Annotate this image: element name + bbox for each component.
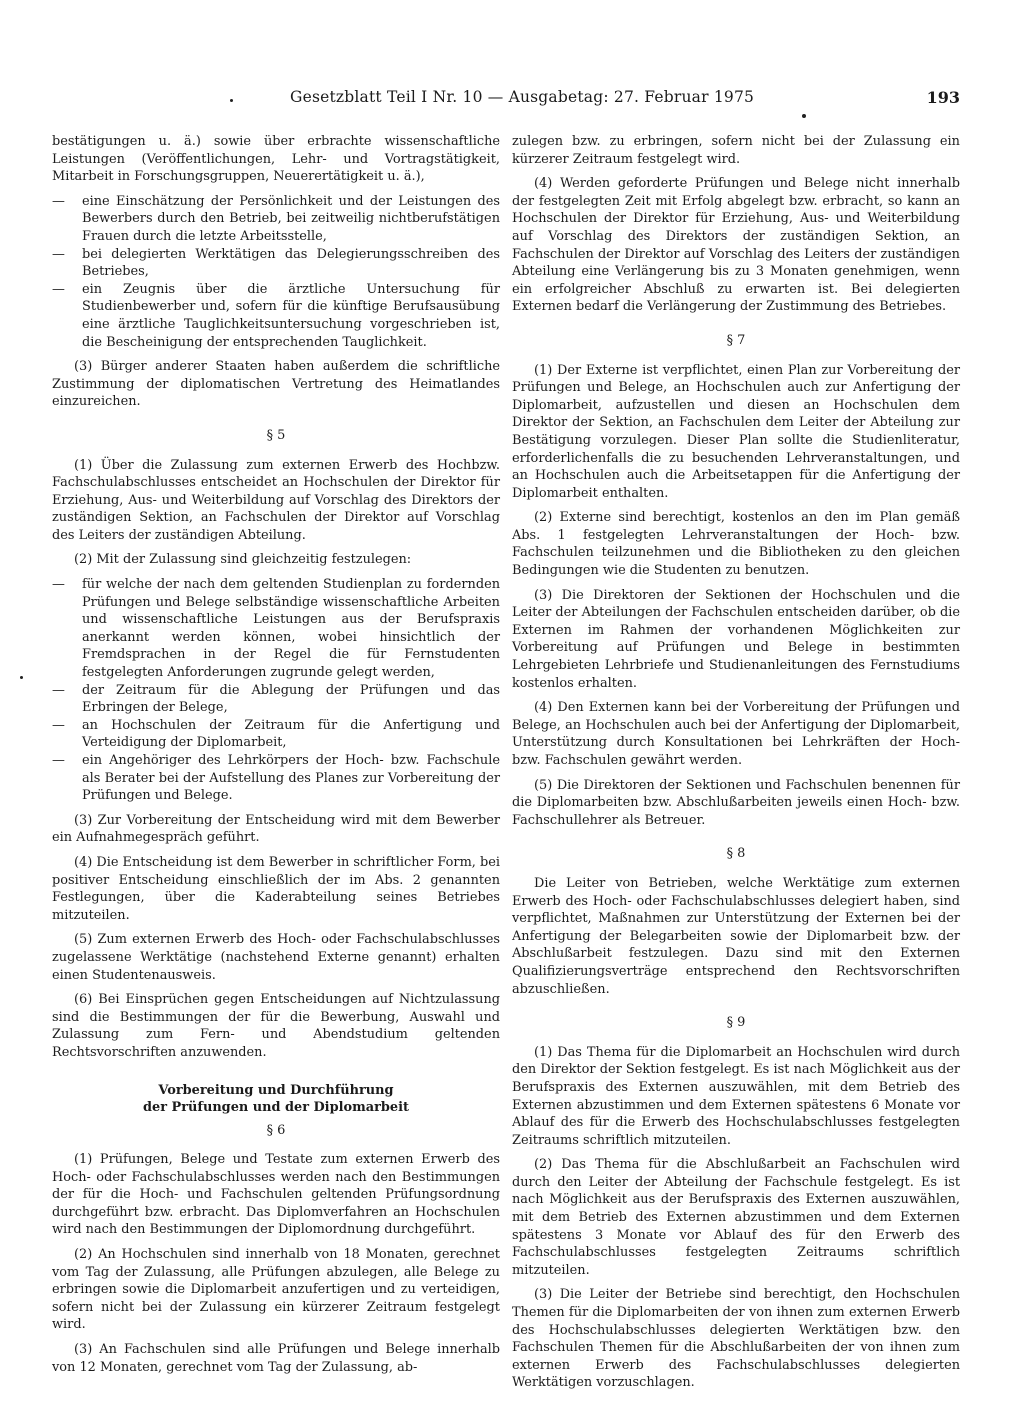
- scan-speck: [230, 99, 233, 102]
- paragraph: (2) Externe sind berechtigt, kostenlos an den im Plan gemäß Abs. 1 festgelegten Lehrveranstaltungen der Hoch- bzw. Fachschulen teilzunehmen und die Bibliotheken zu den gleichen Bedingungen wie die Studenten zu benutzen.: [512, 510, 960, 579]
- section-heading-9: § 9: [726, 1015, 746, 1031]
- paragraph: (6) Bei Einsprüchen gegen Entscheidungen auf Nichtzulassung sind die Bestimmungen der für die Bewerbung, Auswahl und Zulassung zum Fern- und Abendstudium geltenden Rechtsvorschriften anzuwenden.: [52, 992, 500, 1060]
- paragraph: (5) Die Direktoren der Sektionen und Fachschulen benennen für die Diplomarbeiten bzw. Abschlußarbeiten jeweils einen Hoch- bzw. Fachschullehrer als Betreuer.: [512, 777, 960, 828]
- list-item: — ein Angehöriger des Lehrkörpers der Hoch- bzw. Fachschule als Berater bei der Aufstellung des Planes zur Vorbereitung der Prüfungen und Belege.: [52, 752, 500, 805]
- paragraph: zulegen bzw. zu erbringen, sofern nicht bei der Zulassung ein kürzerer Zeitraum festgelegt wird.: [512, 134, 960, 167]
- paragraph: (3) Die Direktoren der Sektionen der Hochschulen und die Leiter der Abteilungen der Fachschulen entscheiden darüber, ob die Externen im Rahmen der vorhandenen Möglichkeiten zur Vorbereitung auf Prüfungen und Belege in bestimmten Lehrgebieten Lehrbriefe und Studienanleitungen des Fernstudiums kostenlos erhalten.: [512, 587, 960, 691]
- left-column: [52, 133, 500, 1383]
- page-header: [52, 88, 960, 112]
- paragraph: (2) An Hochschulen sind innerhalb von 18 Monaten, gerechnet vom Tag der Zulassung, alle Prüfungen abzulegen, alle Belege zu erbringen sowie die Diplomarbeit anzufertigen und zu verteidigen, sofern nicht bei der Zulassung ein kürzerer Zeitraum festgelegt wird.: [52, 1247, 500, 1333]
- paragraph: (1) Über die Zulassung zum externen Erwerb des Hochbzw. Fachschulabschlusses entscheidet an Hochschulen der Direktor für Erziehung, Aus- und Weiterbildung auf Vorschlag des Direktors der zuständigen Sektion, an Fachschulen der Direktor auf Vorschlag des Leiters der zuständigen Abteilung.: [52, 457, 500, 543]
- scan-speck: [802, 114, 806, 118]
- section-heading-8: § 8: [726, 846, 746, 862]
- paragraph: (5) Zum externen Erwerb des Hoch- oder Fachschulabschlusses zugelassene Werktätige (nachstehend Externe genannt) erhalten einen Studentenausweis.: [52, 932, 500, 983]
- paragraph: (3) Zur Vorbereitung der Entscheidung wird mit dem Bewerber ein Aufnahmegespräch geführt.: [52, 812, 500, 846]
- section-heading-6: § 6: [266, 1122, 286, 1138]
- paragraph: (4) Den Externen kann bei der Vorbereitung der Prüfungen und Belege, an Hochschulen auch bei der Anfertigung der Diplomarbeit, Unterstützung durch Konsultationen bei Lehrkräften der Hoch- bzw. Fachschulen gewährt werden.: [512, 700, 960, 768]
- right-column: [512, 133, 960, 1399]
- paragraph: (4) Werden geforderte Prüfungen und Belege nicht innerhalb der festgelegten Zeit mit Erfolg abgelegt bzw. erbracht, so kann an Hochschulen der Direktor für Erziehung, Aus- und Weiterbildung auf Vorschlag des Direktors der zuständigen Sektion, an Fachschulen der Direktor auf Vorschlag des Leiters der zuständigen Abteilung eine Verlängerung bis zu 3 Monaten genehmigen, wenn ein erfolgreicher Abschluß zu erwarten ist. Bei delegierten Externen bedarf die Verlängerung der Zustimmung des Betriebes.: [512, 176, 960, 315]
- scan-speck: [20, 676, 23, 679]
- paragraph: (3) Die Leiter der Betriebe sind berechtigt, den Hochschulen Themen für die Diplomarbeiten der von ihnen zum externen Erwerb des Hochschulabschlusses delegierten Werktätigen bzw. den Fachschulen Themen für die Abschlußarbeiten der von ihnen zum externen Erwerb des Fachschulabschlusses delegierten Werktätigen vorzuschlagen.: [512, 1287, 960, 1391]
- paragraph: (4) Die Entscheidung ist dem Bewerber in schriftlicher Form, bei positiver Entscheidung einschließlich der im Abs. 2 genannten Festlegungen, über die Kaderabteilung seines Betriebes mitzuteilen.: [52, 854, 500, 923]
- paragraph: (3) Bürger anderer Staaten haben außerdem die schriftliche Zustimmung der diplomatischen Vertretung des Heimatlandes einzureichen.: [52, 359, 500, 410]
- list-item: — der Zeitraum für die Ablegung der Prüfungen und das Erbringen der Belege,: [52, 682, 500, 717]
- requirements-list: [52, 193, 500, 351]
- determinations-list: [52, 576, 500, 805]
- paragraph: (2) Das Thema für die Abschlußarbeit an Fachschulen wird durch den Leiter der Abteilung der Fachschule festgelegt. Es ist nach Möglichkeit aus der Berufspraxis des Externen auszuwählen, mit dem Betrieb des Externen abzustimmen und dem Externen spätestens 3 Monate vor Ablauf des für den Erwerb des Fachschulabschlusses festgelegten Zeitraums schriftlich mitzuteilen.: [512, 1157, 960, 1278]
- paragraph: (3) An Fachschulen sind alle Prüfungen und Belege innerhalb von 12 Monaten, gerechnet vom Tag der Zulassung, ab-: [52, 1342, 500, 1375]
- paragraph: bestätigungen u. ä.) sowie über erbrachte wissenschaftliche Leistungen (Veröffentlichungen, Lehr- und Vortragstätigkeit, Mitarbeit in Forschungsgruppen, Neuerertätigkeit u. ä.),: [52, 134, 500, 185]
- list-item: — ein Zeugnis über die ärztliche Untersuchung für Studienbewerber und, sofern für die künftige Berufsausübung eine ärztliche Tauglichkeitsuntersuchung vorgeschrieben ist, die Bescheinigung der entsprechenden Tauglichkeit.: [52, 281, 500, 351]
- list-item: — an Hochschulen der Zeitraum für die Anfertigung und Verteidigung der Diplomarbeit,: [52, 717, 500, 752]
- chapter-heading-line-2: der Prüfungen und der Diplomarbeit: [143, 1099, 409, 1115]
- list-item: — bei delegierten Werktätigen das Delegierungsschreiben des Betriebes,: [52, 246, 500, 281]
- paragraph: (2) Mit der Zulassung sind gleichzeitig festzulegen:: [74, 552, 412, 568]
- paragraph: Die Leiter von Betrieben, welche Werktätige zum externen Erwerb des Hoch- oder Fachschulabschlusses delegiert haben, sind verpflichtet, Maßnahmen zur Unterstützung der Externen bei der Anfertigung der Belegarbeiten sowie der Diplomarbeit bzw. der Abschlußarbeit festzulegen. Dazu sind mit den Externen Qualifizierungsverträge entsprechend den Rechtsvorschriften abzuschließen.: [512, 875, 960, 997]
- list-item: — eine Einschätzung der Persönlichkeit und der Leistungen des Bewerbers durch den Betrieb, bei zeitweilig nichtberufstätigen Frauen durch die letzte Arbeitsstelle,: [52, 193, 500, 246]
- paragraph: (1) Prüfungen, Belege und Testate zum externen Erwerb des Hoch- oder Fachschulabschlusses werden nach den Bestimmungen der für die Hoch- und Fachschulen geltenden Prüfungsordnung durchgeführt bzw. erbracht. Das Diplomverfahren an Hochschulen wird nach den Bestimmungen der Diplomordnung durchgeführt.: [52, 1152, 500, 1238]
- chapter-heading: [52, 1082, 500, 1116]
- header-title: Gesetzblatt Teil I Nr. 10 — Ausgabetag: 27. Februar 1975: [290, 88, 755, 106]
- page-number: 193: [926, 88, 960, 107]
- section-heading-7: § 7: [726, 332, 746, 348]
- list-item: — für welche der nach dem geltenden Studienplan zu fordernden Prüfungen und Belege selbständige wissenschaftliche Arbeiten und wissenschaftliche Leistungen aus der Berufspraxis anerkannt werden können, wobei hinsichtlich der Fremdsprachen in der Regel die für Fernstudenten festgelegten Anforderungen zugrunde gelegt werden,: [52, 576, 500, 682]
- section-heading-5: § 5: [266, 427, 286, 443]
- chapter-heading-line-1: Vorbereitung und Durchführung: [158, 1082, 394, 1098]
- paragraph: (1) Das Thema für die Diplomarbeit an Hochschulen wird durch den Direktor der Sektion festgelegt. Es ist nach Möglichkeit aus der Berufspraxis des Externen auszuwählen, mit dem Betrieb des Externen abzustimmen und dem Externen spätestens 6 Monate vor Ablauf des für die Erwerb des Hochschulabschlusses festgelegten Zeitraums schriftlich mitzuteilen.: [512, 1044, 960, 1148]
- paragraph: (1) Der Externe ist verpflichtet, einen Plan zur Vorbereitung der Prüfungen und Belege, an Hochschulen auch zur Anfertigung der Diplomarbeit, aufzustellen und diesen an Hochschulen dem Direktor der Sektion, an Fachschulen dem Leiter der Abteilung zur Bestätigung vorzulegen. Dieser Plan sollte die Studienliteratur, erforderlichenfalls die zu besuchenden Lehrveranstaltungen, und an Hochschulen auch die Arbeitsetappen für die Anfertigung der Diplomarbeit enthalten.: [512, 362, 960, 501]
